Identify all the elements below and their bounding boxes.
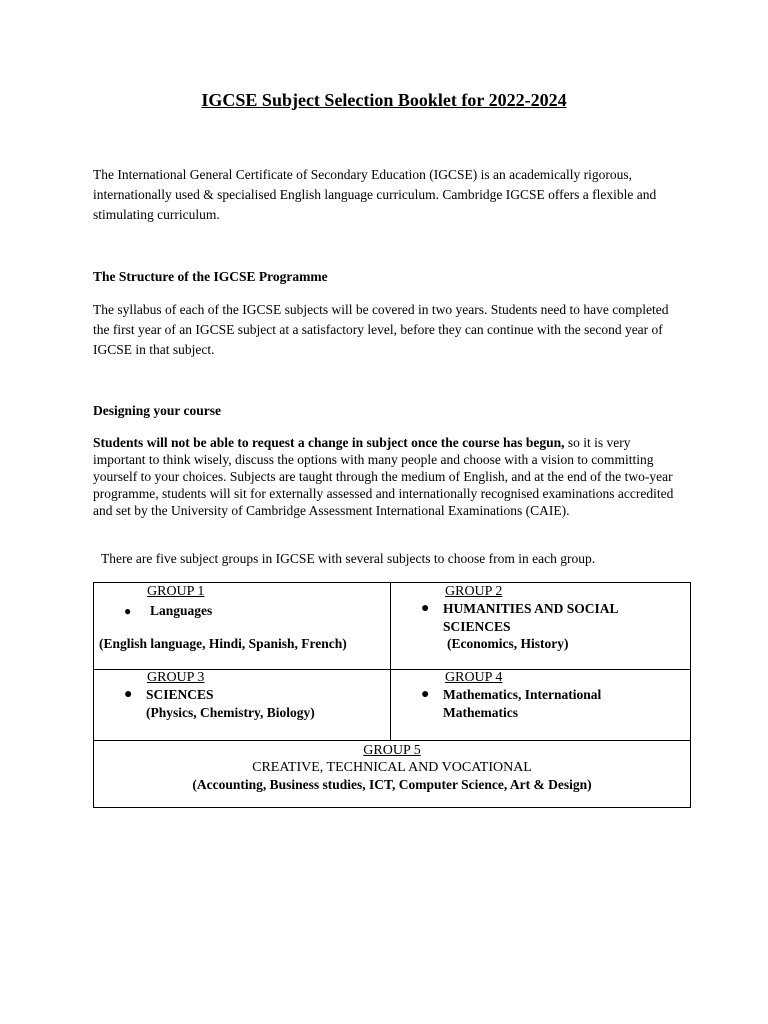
group-2-cell xyxy=(391,583,691,670)
page-title: IGCSE Subject Selection Booklet for 2022-2024 xyxy=(201,90,567,110)
group-5-detail: (Accounting, Business studies, ICT, Computer Science, Art & Design) xyxy=(192,777,592,792)
group-3-cell xyxy=(94,670,391,741)
course-body: so it is very important to think wisely, discuss the options with many people and choose with a vision to committing yourself to your choices. Subjects are taught through the medium of English, and at the end of the two-year programme, students will sit for externally assessed and internationally recognised examinations accredited and set by the University of Cambridge Assessment International Examinations (CAIE). xyxy=(93,435,674,518)
course-bold-lead: Students will not be able to request a change in subject once the course has begun, xyxy=(93,435,565,450)
group-4-cell xyxy=(391,670,691,741)
bullet-icon: ● xyxy=(124,604,132,618)
group-3-bullet: SCIENCES xyxy=(146,687,214,702)
course-paragraph xyxy=(93,434,683,519)
intro-paragraph: The International General Certificate of Secondary Education (IGCSE) is an academically rigorous, internationally used & specialised English language curriculum. Cambridge IGCSE offers a flexible and stimulating curriculum. xyxy=(93,167,657,222)
group-1-title: GROUP 1 xyxy=(147,584,205,599)
bullet-icon: ● xyxy=(124,687,133,702)
group-2-detail: (Economics, History) xyxy=(447,636,569,651)
group-4-title: GROUP 4 xyxy=(445,670,503,685)
structure-heading: The Structure of the IGCSE Programme xyxy=(93,269,328,284)
group-5-subtitle: CREATIVE, TECHNICAL AND VOCATIONAL xyxy=(252,760,532,775)
bullet-icon: ● xyxy=(421,601,430,616)
group-2-bullet: HUMANITIES AND SOCIAL SCIENCES xyxy=(443,601,618,634)
group-1-cell xyxy=(94,583,391,670)
group-4-bullet: Mathematics, International Mathematics xyxy=(443,687,602,720)
group-5-cell xyxy=(94,741,691,808)
group-1-bullet: Languages xyxy=(150,603,213,618)
group-2-title: GROUP 2 xyxy=(445,584,503,599)
groups-table xyxy=(93,582,691,808)
course-heading: Designing your course xyxy=(93,403,222,418)
structure-paragraph: The syllabus of each of the IGCSE subjects will be covered in two years. Students need to have completed the first year of an IGCSE subject at a satisfactory level, before they can continue with the second year of IGCSE in that subject. xyxy=(93,302,669,357)
group-1-detail: (English language, Hindi, Spanish, French) xyxy=(99,636,347,651)
bullet-icon: ● xyxy=(421,687,430,702)
group-3-title: GROUP 3 xyxy=(147,670,205,685)
group-5-title: GROUP 5 xyxy=(363,743,421,758)
groups-intro: There are five subject groups in IGCSE with several subjects to choose from in each group. xyxy=(101,551,596,566)
group-3-detail: (Physics, Chemistry, Biology) xyxy=(146,705,315,720)
